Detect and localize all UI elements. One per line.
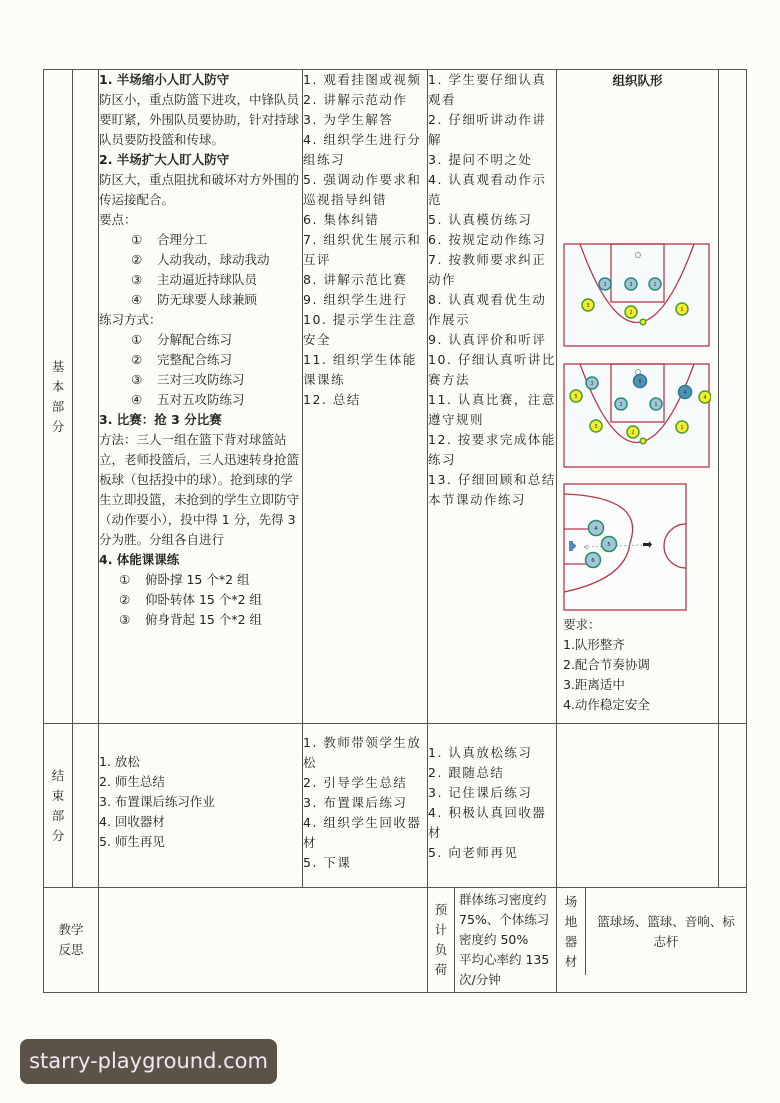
svg-text:5: 5 (574, 394, 578, 400)
ending-section-label: 结 束 部 分 (44, 724, 73, 888)
requirement-item: 2.配合节奏协调 (563, 657, 650, 672)
student-step: 9. 认真评价和听评 (428, 332, 547, 347)
student-step: 12. 按要求完成体能练习 (428, 432, 556, 467)
teacher-step: 3. 布置课后练习 (303, 795, 408, 810)
item2-desc: 防区大，重点阻扰和破坏对方外围的传运接配合。 (99, 172, 300, 207)
notes-cell (719, 70, 747, 724)
lesson-plan-table (43, 69, 747, 993)
basic-section-row (44, 70, 747, 724)
svg-text:3: 3 (594, 424, 598, 430)
teacher-step: 4. 组织学生回收器材 (303, 815, 422, 850)
svg-text:6: 6 (638, 379, 642, 385)
student-step: 7. 按教师要求纠正动作 (428, 252, 547, 287)
practice-method: ③ 三对三攻防练习 (131, 372, 245, 387)
svg-text:3: 3 (586, 303, 590, 309)
svg-text:3: 3 (603, 282, 607, 288)
svg-text:1: 1 (654, 402, 658, 408)
item2-title: 2. 半场扩大人盯人防守 (99, 152, 230, 167)
teacher-step: 9. 组织学生进行 (303, 292, 408, 307)
ending-content-cell (99, 724, 303, 888)
svg-text:3: 3 (629, 282, 633, 288)
svg-text:4: 4 (703, 395, 707, 401)
requirements (557, 615, 718, 715)
ending-teacher-cell (303, 724, 428, 888)
student-step: 8. 认真观看优生动作展示 (428, 292, 547, 327)
ending-item: 5. 师生再见 (99, 834, 165, 849)
reflection-row (44, 888, 747, 993)
time-cell (73, 724, 99, 888)
student-step: 10. 仔细认真听讲比赛方法 (428, 352, 556, 387)
student-step: 5. 向老师再见 (428, 845, 519, 860)
student-step: 3. 提问不明之处 (428, 152, 533, 167)
teacher-step: 10. 提示学生注意安全 (303, 312, 417, 347)
teacher-step: 2. 引导学生总结 (303, 775, 408, 790)
key-point: ④ 防无球要人球兼顾 (131, 292, 258, 307)
half-court-diagram-2 (563, 363, 711, 468)
reflection-cell (99, 888, 428, 993)
item1-desc: 防区小，重点防篮下进攻，中锋队员要盯紧，外围队员要协助，针对持球队员要防投篮和传球。 (99, 92, 300, 147)
item3-desc: 方法：三人一组在篮下背对球篮站立，老师投篮后，三人迅速转身抢篮板球（包括投中的球）。抢到球的学生立即投篮，未抢到的学生立即防守（动作要小），投中得 1 分，先得 3 分为胜。分组各自进行 (99, 432, 300, 547)
teacher-step: 7. 组织优生展示和互评 (303, 232, 422, 267)
key-point: ② 人动我动，球动我动 (131, 252, 270, 267)
practice-method: ② 完整配合练习 (131, 352, 233, 367)
requirement-item: 3.距离适中 (563, 677, 625, 692)
teacher-step: 2. 讲解示范动作 (303, 92, 408, 107)
requirements-label: 要求： (563, 617, 601, 632)
key-point: ① 合理分工 (131, 232, 208, 247)
time-cell (73, 70, 99, 724)
item1-title: 1. 半场缩小人盯人防守 (99, 72, 230, 87)
item4-title: 4. 体能课课练 (99, 552, 180, 567)
teacher-step: 5. 下课 (303, 855, 352, 870)
teacher-step: 8. 讲解示范比赛 (303, 272, 408, 287)
full-court-drill-diagram (563, 483, 688, 611)
teacher-step: 12. 总结 (303, 392, 361, 407)
svg-text:6: 6 (591, 558, 595, 564)
equipment-label: 场 地 器 材 (557, 888, 586, 975)
notes-cell (719, 724, 747, 888)
watermark-badge: starry-playground.com (20, 1039, 277, 1084)
organization-cell (557, 70, 719, 724)
teacher-step: 6. 集体纠错 (303, 212, 380, 227)
equipment-cell (557, 888, 747, 993)
practice-label: 练习方式： (99, 312, 162, 327)
practice-method: ④ 五对五攻防练习 (131, 392, 245, 407)
requirement-item: 4.动作稳定安全 (563, 697, 650, 712)
requirement-item: 1.队形整齐 (563, 637, 625, 652)
student-step: 6. 按规定动作练习 (428, 232, 547, 247)
basic-student-cell (428, 70, 557, 724)
teacher-step: 4. 组织学生进行分组练习 (303, 132, 422, 167)
fitness-item: ① 俯卧撑 15 个*2 组 (119, 572, 250, 587)
teacher-step: 1. 教师带领学生放松 (303, 735, 422, 770)
student-step: 13. 仔细回顾和总结本节课动作练习 (428, 472, 556, 507)
ending-item: 3. 布置课后练习作业 (99, 794, 215, 809)
svg-text:2: 2 (631, 430, 635, 436)
svg-text:1: 1 (680, 307, 684, 313)
basic-teacher-cell (303, 70, 428, 724)
fitness-item: ② 仰卧转体 15 个*2 组 (119, 592, 263, 607)
student-step: 2. 仔细听讲动作讲解 (428, 112, 547, 147)
load-value: 群体练习密度约75%、个体练习密度约 50% 平均心率约 135 次/分钟 (459, 892, 550, 987)
item3-title: 3. 比赛：抢 3 分比赛 (99, 412, 222, 427)
ending-student-cell (428, 724, 557, 888)
load-cell (428, 888, 557, 993)
ending-item: 2. 师生总结 (99, 774, 165, 789)
student-step: 1. 学生要仔细认真观看 (428, 72, 547, 107)
practice-method: ① 分解配合练习 (131, 332, 233, 347)
student-step: 4. 认真观看动作示范 (428, 172, 547, 207)
ending-section-row (44, 724, 747, 888)
student-step: 11. 认真比赛，注意遵守规则 (428, 392, 556, 427)
svg-text:4: 4 (594, 526, 598, 532)
student-step: 1. 认真放松练习 (428, 745, 533, 760)
student-step: 4. 积极认真回收器材 (428, 805, 547, 840)
ending-item: 1. 放松 (99, 754, 140, 769)
load-label: 预 计 负 荷 (428, 888, 455, 992)
basic-content-cell (99, 70, 303, 724)
svg-text:3: 3 (590, 381, 594, 387)
svg-text:5: 5 (607, 542, 611, 548)
teacher-step: 1. 观看挂图或视频 (303, 72, 422, 87)
svg-text:2: 2 (619, 402, 623, 408)
half-court-diagram-1 (563, 243, 711, 347)
key-points-label: 要点： (99, 212, 137, 227)
student-step: 3. 记住课后练习 (428, 785, 533, 800)
svg-text:2: 2 (629, 310, 633, 316)
organization-cell (557, 724, 719, 888)
reflection-label: 教学 反思 (44, 888, 99, 993)
organization-title: 组织队形 (612, 73, 663, 88)
teacher-step: 5. 强调动作要求和巡视指导纠错 (303, 172, 422, 207)
teacher-step: 11. 组织学生体能课课练 (303, 352, 417, 387)
svg-text:4: 4 (683, 390, 687, 396)
svg-text:1: 1 (653, 282, 657, 288)
svg-text:1: 1 (680, 425, 684, 431)
basic-section-label: 基 本 部 分 (44, 70, 73, 724)
key-point: ③ 主动逼近持球队员 (131, 272, 258, 287)
student-step: 2. 跟随总结 (428, 765, 505, 780)
equipment-value: 篮球场、篮球、音响、标志杆 (597, 913, 735, 949)
fitness-item: ③ 俯身背起 15 个*2 组 (119, 612, 263, 627)
ending-item: 4. 回收器材 (99, 814, 165, 829)
teacher-step: 3. 为学生解答 (303, 112, 394, 127)
student-step: 5. 认真模仿练习 (428, 212, 533, 227)
